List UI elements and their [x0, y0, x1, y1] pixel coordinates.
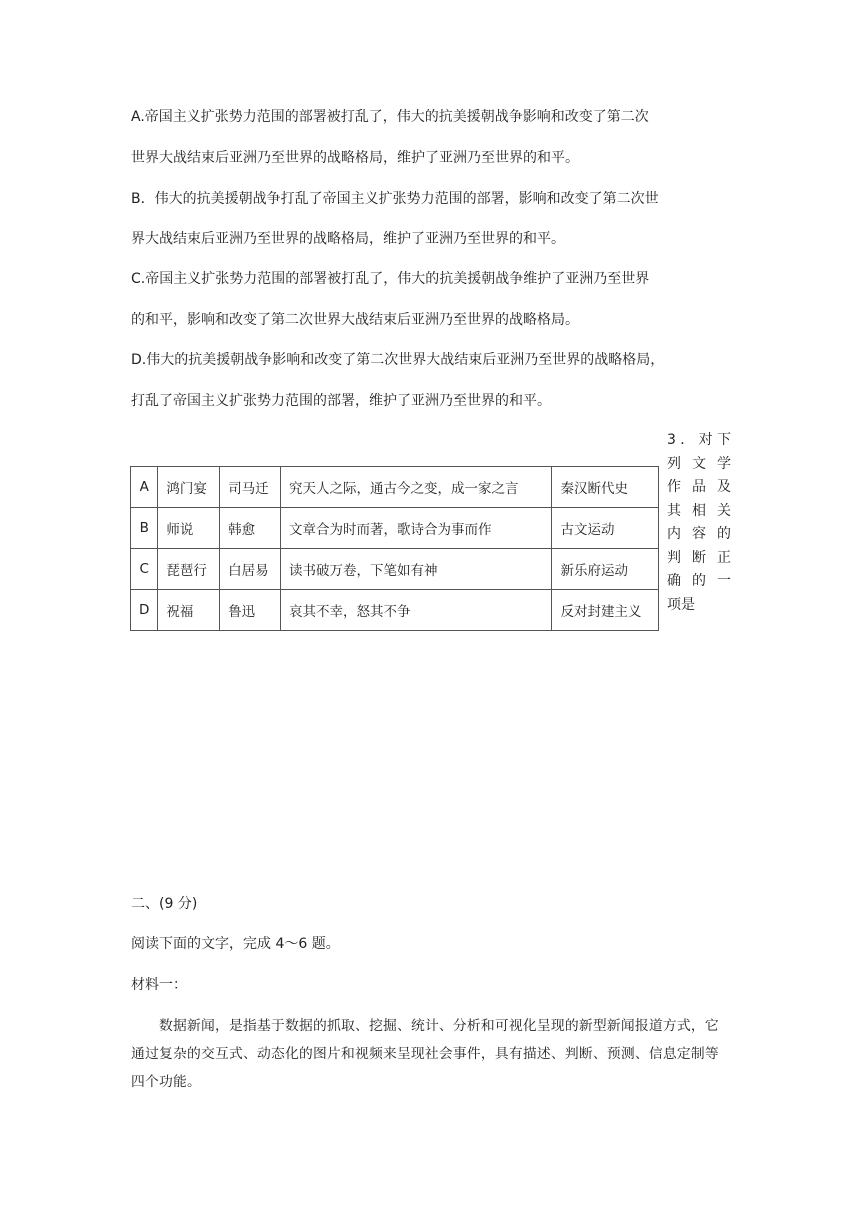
option-c-line-2: 的和平，影响和改变了第二次世界大战结束后亚洲乃至世界的战略格局。 [131, 312, 579, 328]
question-3-stem [667, 429, 731, 617]
table-row [131, 590, 659, 631]
quote: 哀其不幸，怒其不争 [280, 590, 552, 631]
option-a-line-2: 世界大战结束后亚洲乃至世界的战略格局，维护了亚洲乃至世界的和平。 [131, 150, 579, 166]
stem-line: 3．对下 [667, 432, 731, 448]
stem-line: 项是 [667, 596, 695, 613]
author: 韩愈 [220, 508, 281, 549]
option-letter: B [131, 508, 158, 549]
option-d-line-1: D.伟大的抗美援朝战争影响和改变了第二次世界大战结束后亚洲乃至世界的战略格局， [131, 352, 665, 368]
option-c-line-1: C.帝国主义扩张势力范围的部署被打乱了，伟大的抗美援朝战争维护了亚洲乃至世界 [131, 271, 650, 287]
category: 古文运动 [552, 508, 659, 549]
quote: 文章合为时而著，歌诗合为事而作 [280, 508, 552, 549]
author: 白居易 [220, 549, 281, 590]
work-title: 师说 [158, 508, 220, 549]
table-row [131, 508, 659, 549]
section-instruction: 阅读下面的文字，完成 4～6 题。 [131, 936, 340, 952]
work-title: 祝福 [158, 590, 220, 631]
author: 鲁迅 [220, 590, 281, 631]
option-letter: C [131, 549, 158, 590]
work-title: 琵琶行 [158, 549, 220, 590]
option-b-line-1: B．伟大的抗美援朝战争打乱了帝国主义扩张势力范围的部署，影响和改变了第二次世 [131, 191, 659, 207]
work-title: 鸿门宴 [158, 467, 220, 508]
category: 新乐府运动 [552, 549, 659, 590]
category: 秦汉断代史 [552, 467, 659, 508]
option-letter: A [131, 467, 158, 508]
stem-line: 其相关 [667, 502, 731, 519]
stem-line: 判断正 [667, 549, 731, 566]
stem-line: 列文学 [667, 455, 731, 472]
option-d-line-2: 打乱了帝国主义扩张势力范围的部署，维护了亚洲乃至世界的和平。 [131, 393, 551, 409]
quote: 读书破万卷，下笔如有神 [280, 549, 552, 590]
section-heading: 二、(9 分) [131, 896, 198, 912]
stem-line: 确的一 [667, 573, 731, 589]
material-paragraph: 数据新闻，是指基于数据的抓取、挖掘、统计、分析和可视化呈现的新型新闻报道方式，它通过复杂的交互式、动态化的图片和视频来呈现社会事件，具有描述、判断、预测、信息定制等四个功能。 [131, 1018, 719, 1090]
stem-line: 作品及 [667, 479, 731, 495]
author: 司马迁 [220, 467, 281, 508]
question-3-table [130, 466, 659, 631]
stem-line: 内容的 [667, 526, 731, 542]
option-a-line-1: A.帝国主义扩张势力范围的部署被打乱了，伟大的抗美援朝战争影响和改变了第二次 [131, 109, 649, 125]
quote: 究天人之际，通古今之变，成一家之言 [280, 467, 552, 508]
table-row [131, 549, 659, 590]
option-letter: D [131, 590, 158, 631]
category: 反对封建主义 [552, 590, 659, 631]
option-b-line-2: 界大战结束后亚洲乃至世界的战略格局，维护了亚洲乃至世界的和平。 [131, 231, 565, 247]
table-row [131, 467, 659, 508]
material-label: 材料一： [131, 977, 187, 993]
